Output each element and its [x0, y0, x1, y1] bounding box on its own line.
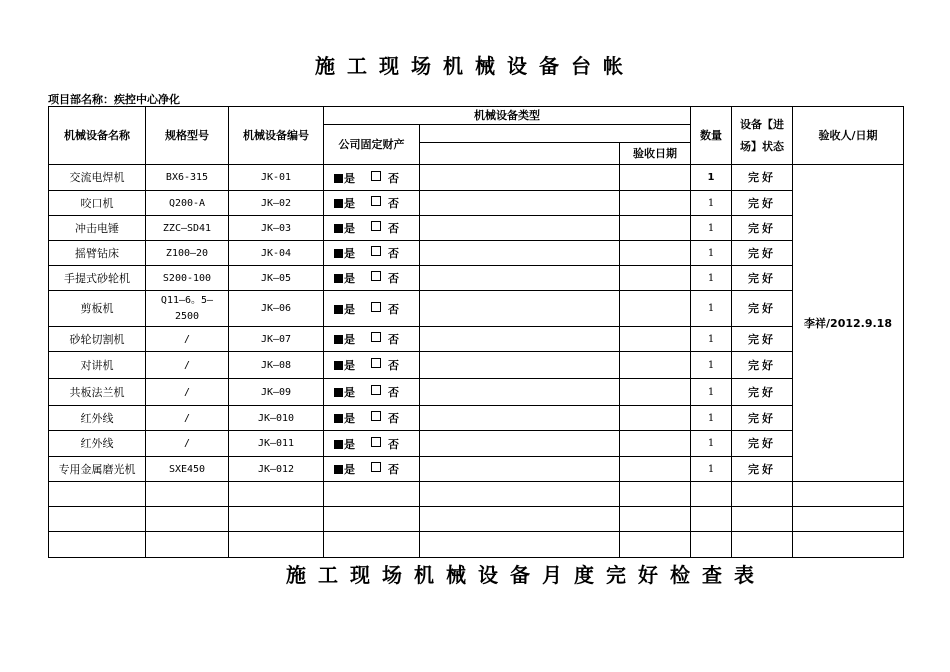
header-blank-2	[420, 143, 620, 165]
cell-type-blank	[420, 379, 620, 406]
header-status-line1: 设备【进	[740, 117, 785, 131]
cell-name: 红外线	[49, 431, 146, 457]
cell-type-blank	[420, 191, 620, 216]
cell-qty: 1	[691, 431, 732, 457]
cell-status: 完好	[732, 165, 793, 191]
ownership-no-label: 否	[388, 437, 399, 451]
ownership-no-label: 否	[388, 302, 399, 316]
ownership-no-label: 否	[388, 412, 399, 425]
empty-cell	[420, 507, 620, 532]
unchecked-box-icon	[371, 302, 381, 312]
cell-ownership	[324, 327, 420, 352]
cell-name: 砂轮切割机	[49, 327, 146, 352]
cell-status: 完好	[732, 431, 793, 457]
checked-box-icon	[334, 199, 343, 208]
checked-box-icon	[334, 388, 343, 397]
ownership-no-label: 否	[388, 197, 399, 210]
unchecked-box-icon	[371, 462, 381, 472]
cell-status: 完好	[732, 241, 793, 266]
cell-qty: 1	[691, 327, 732, 352]
cell-name: 专用金属磨光机	[49, 457, 146, 482]
table-row	[49, 457, 904, 482]
table-row	[49, 191, 904, 216]
header-status-line2: 场】状态	[740, 139, 785, 153]
empty-cell	[324, 507, 420, 532]
empty-cell	[420, 482, 620, 507]
ownership-yes-label: 是	[344, 437, 355, 451]
cell-ownership	[324, 266, 420, 291]
empty-cell	[620, 532, 691, 558]
checked-box-icon	[334, 249, 343, 258]
table-row	[49, 379, 904, 406]
cell-spec: S200-100	[146, 266, 229, 291]
ownership-yes-label: 是	[344, 302, 355, 316]
empty-cell	[420, 532, 620, 558]
empty-cell	[732, 482, 793, 507]
table-row	[49, 241, 904, 266]
cell-accept-date	[620, 191, 691, 216]
cell-type-blank	[420, 165, 620, 191]
unchecked-box-icon	[371, 437, 381, 447]
cell-qty: 1	[691, 241, 732, 266]
cell-ownership	[324, 165, 420, 191]
cell-type-blank	[420, 406, 620, 431]
cell-type-blank	[420, 241, 620, 266]
ownership-no-label: 否	[388, 171, 399, 185]
cell-code: JK—09	[229, 379, 324, 406]
cell-name: 冲击电锤	[49, 216, 146, 241]
unchecked-box-icon	[371, 332, 381, 342]
unchecked-box-icon	[371, 385, 381, 395]
header-spec: 规格型号	[146, 107, 229, 165]
header-company-asset: 公司固定财产	[324, 125, 420, 165]
cell-qty: 1	[691, 291, 732, 327]
unchecked-box-icon	[371, 246, 381, 256]
equipment-ledger-table	[48, 106, 904, 558]
empty-cell	[793, 482, 904, 507]
header-qty: 数量	[691, 107, 732, 165]
cell-status: 完好	[732, 291, 793, 327]
table-row	[49, 352, 904, 379]
cell-qty: 1	[691, 457, 732, 482]
ownership-yes-label: 是	[344, 247, 355, 260]
unchecked-box-icon	[371, 271, 381, 281]
cell-status: 完好	[732, 191, 793, 216]
header-code: 机械设备编号	[229, 107, 324, 165]
header-row-1	[49, 107, 904, 125]
cell-qty: 1	[691, 191, 732, 216]
ownership-yes-label: 是	[344, 197, 355, 210]
cell-qty: 1	[691, 216, 732, 241]
table-row	[49, 431, 904, 457]
cell-accept-date	[620, 165, 691, 191]
empty-cell	[146, 482, 229, 507]
table-row	[49, 291, 904, 327]
cell-name: 手提式砂轮机	[49, 266, 146, 291]
ownership-no-label: 否	[388, 463, 399, 476]
cell-name: 剪板机	[49, 291, 146, 327]
cell-ownership	[324, 379, 420, 406]
cell-type-blank	[420, 457, 620, 482]
cell-code: JK—012	[229, 457, 324, 482]
ownership-no-label: 否	[388, 386, 399, 399]
checked-box-icon	[334, 414, 343, 423]
cell-code: JK—010	[229, 406, 324, 431]
cell-status: 完好	[732, 379, 793, 406]
header-accept-date: 验收日期	[620, 143, 691, 165]
ownership-yes-label: 是	[344, 359, 355, 372]
cell-status: 完好	[732, 216, 793, 241]
header-inspector: 验收人/日期	[793, 107, 904, 165]
cell-qty: 1	[691, 406, 732, 431]
cell-spec: /	[146, 431, 229, 457]
cell-name: 红外线	[49, 406, 146, 431]
ownership-no-label: 否	[388, 222, 399, 235]
cell-status: 完好	[732, 352, 793, 379]
unchecked-box-icon	[371, 411, 381, 421]
ownership-no-label: 否	[388, 333, 399, 346]
cell-accept-date	[620, 431, 691, 457]
cell-ownership	[324, 352, 420, 379]
cell-spec: /	[146, 406, 229, 431]
cell-name: 咬口机	[49, 191, 146, 216]
ownership-yes-label: 是	[344, 412, 355, 425]
empty-cell	[229, 532, 324, 558]
cell-code: JK—03	[229, 216, 324, 241]
header-type-group: 机械设备类型	[324, 107, 691, 125]
cell-accept-date	[620, 406, 691, 431]
project-value: 疾控中心净化	[114, 93, 180, 106]
cell-status: 完好	[732, 457, 793, 482]
ownership-no-label: 否	[388, 272, 399, 285]
cell-ownership	[324, 406, 420, 431]
cell-code: JK—011	[229, 431, 324, 457]
header-blank	[420, 125, 691, 143]
cell-accept-date	[620, 327, 691, 352]
empty-cell	[49, 532, 146, 558]
cell-qty: 1	[691, 165, 732, 191]
cell-accept-date	[620, 291, 691, 327]
empty-cell	[732, 532, 793, 558]
empty-cell	[691, 532, 732, 558]
cell-accept-date	[620, 379, 691, 406]
empty-cell	[146, 532, 229, 558]
cell-accept-date	[620, 352, 691, 379]
cell-code: JK—06	[229, 291, 324, 327]
ownership-yes-label: 是	[344, 222, 355, 235]
cell-spec: Z100—20	[146, 241, 229, 266]
checked-box-icon	[334, 305, 343, 314]
cell-ownership	[324, 457, 420, 482]
unchecked-box-icon	[371, 196, 381, 206]
ownership-yes-label: 是	[344, 171, 355, 185]
cell-ownership	[324, 216, 420, 241]
cell-inspector: 李祥/2012.9.18	[793, 165, 904, 482]
cell-type-blank	[420, 327, 620, 352]
page-title: 施工现场机械设备台帐	[315, 54, 635, 78]
bottom-title: 施工现场机械设备月度完好检查表	[286, 563, 766, 587]
cell-name: 共板法兰机	[49, 379, 146, 406]
empty-cell	[324, 532, 420, 558]
empty-cell	[49, 482, 146, 507]
cell-spec: ZZC—SD41	[146, 216, 229, 241]
unchecked-box-icon	[371, 171, 381, 181]
empty-cell	[146, 507, 229, 532]
empty-cell	[793, 507, 904, 532]
cell-name: 对讲机	[49, 352, 146, 379]
empty-cell	[620, 507, 691, 532]
cell-spec: BX6-315	[146, 165, 229, 191]
cell-type-blank	[420, 431, 620, 457]
cell-qty: 1	[691, 352, 732, 379]
empty-row	[49, 507, 904, 532]
checked-box-icon	[334, 274, 343, 283]
cell-spec: Q11—6。5—2500	[146, 291, 229, 327]
empty-cell	[691, 482, 732, 507]
checked-box-icon	[334, 335, 343, 344]
checked-box-icon	[334, 174, 343, 183]
table-row	[49, 165, 904, 191]
table-row	[49, 406, 904, 431]
empty-cell	[691, 507, 732, 532]
checked-box-icon	[334, 361, 343, 370]
checked-box-icon	[334, 440, 343, 449]
cell-code: JK-01	[229, 165, 324, 191]
empty-cell	[229, 482, 324, 507]
cell-qty: 1	[691, 379, 732, 406]
empty-cell	[229, 507, 324, 532]
header-status	[732, 107, 793, 165]
checked-box-icon	[334, 465, 343, 474]
cell-ownership	[324, 191, 420, 216]
ownership-yes-label: 是	[344, 333, 355, 346]
cell-type-blank	[420, 352, 620, 379]
cell-code: JK-04	[229, 241, 324, 266]
cell-ownership	[324, 431, 420, 457]
project-name-line	[48, 91, 180, 107]
empty-cell	[49, 507, 146, 532]
cell-spec: /	[146, 379, 229, 406]
cell-name: 交流电焊机	[49, 165, 146, 191]
cell-spec: Q200-A	[146, 191, 229, 216]
unchecked-box-icon	[371, 358, 381, 368]
cell-status: 完好	[732, 266, 793, 291]
empty-cell	[732, 507, 793, 532]
cell-ownership	[324, 291, 420, 327]
cell-ownership	[324, 241, 420, 266]
ownership-no-label: 否	[388, 359, 399, 372]
cell-type-blank	[420, 266, 620, 291]
cell-accept-date	[620, 266, 691, 291]
empty-cell	[324, 482, 420, 507]
cell-accept-date	[620, 216, 691, 241]
cell-code: JK—08	[229, 352, 324, 379]
cell-accept-date	[620, 457, 691, 482]
empty-row	[49, 482, 904, 507]
cell-spec: /	[146, 327, 229, 352]
project-label: 项目部名称：	[48, 93, 114, 106]
cell-qty: 1	[691, 266, 732, 291]
cell-code: JK—07	[229, 327, 324, 352]
ownership-yes-label: 是	[344, 272, 355, 285]
cell-spec: /	[146, 352, 229, 379]
ownership-no-label: 否	[388, 247, 399, 260]
cell-code: JK—05	[229, 266, 324, 291]
table-row	[49, 216, 904, 241]
table-row	[49, 327, 904, 352]
cell-type-blank	[420, 291, 620, 327]
ownership-yes-label: 是	[344, 386, 355, 399]
header-name: 机械设备名称	[49, 107, 146, 165]
cell-status: 完好	[732, 406, 793, 431]
unchecked-box-icon	[371, 221, 381, 231]
cell-accept-date	[620, 241, 691, 266]
cell-name: 摇臂钻床	[49, 241, 146, 266]
cell-spec: SXE450	[146, 457, 229, 482]
checked-box-icon	[334, 224, 343, 233]
empty-cell	[793, 532, 904, 558]
ownership-yes-label: 是	[344, 463, 355, 476]
cell-type-blank	[420, 216, 620, 241]
empty-row	[49, 532, 904, 558]
table-row	[49, 266, 904, 291]
cell-code: JK—02	[229, 191, 324, 216]
cell-status: 完好	[732, 327, 793, 352]
empty-cell	[620, 482, 691, 507]
